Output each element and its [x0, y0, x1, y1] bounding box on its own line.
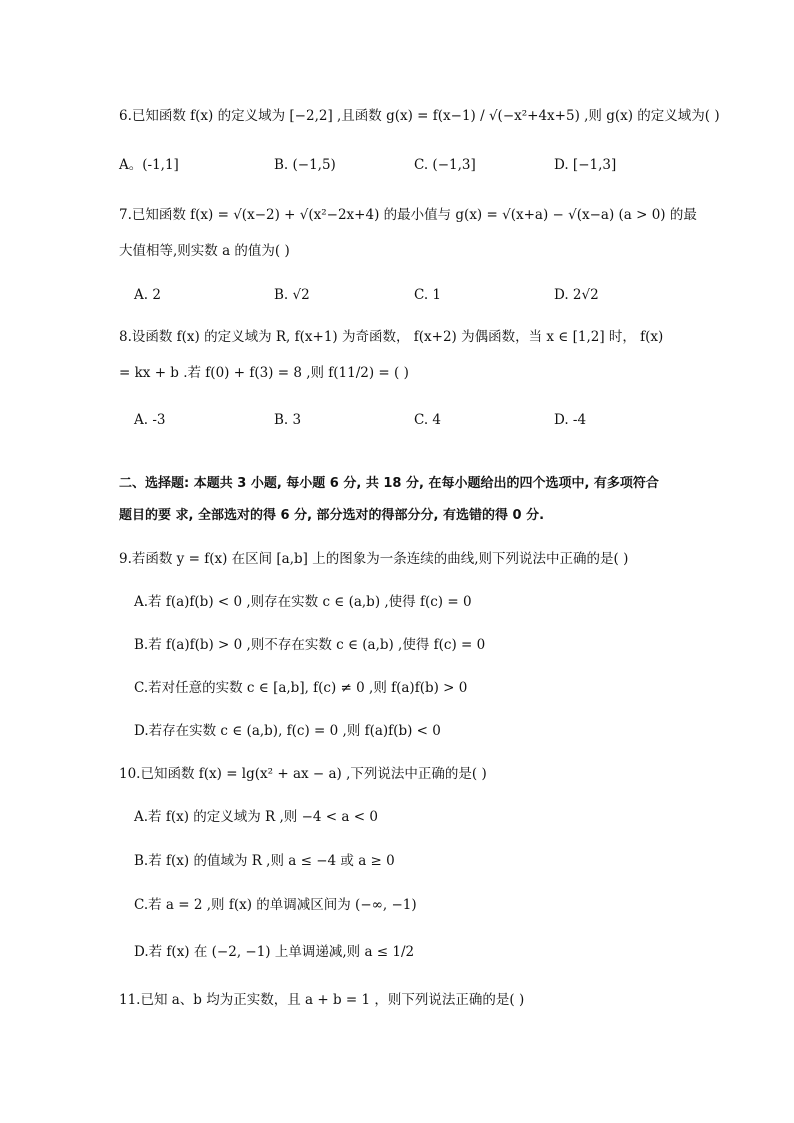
- question-10-stem: 10.已知函数 f(x) = lg(x² + ax − a) ,下列说法中正确的是( ): [119, 766, 487, 782]
- question-11-stem: 11.已知 a、b 均为正实数，且 a + b = 1 ，则下列说法正确的是( ): [119, 992, 525, 1008]
- question-8-option-c: C. 4: [414, 412, 442, 428]
- question-7-stem-line-2: 大值相等,则实数 a 的值为( ): [119, 243, 290, 259]
- question-9-stem: 9.若函数 y = f(x) 在区间 [a,b] 上的图象为一条连续的曲线,则下列说法中正确的是( ): [119, 551, 629, 567]
- question-10-option-d: D.若 f(x) 在 (−2, −1) 上单调递减,则 a ≤ 1/2: [134, 944, 415, 960]
- question-9-option-b: B.若 f(a)f(b) > 0 ,则不存在实数 c ∈ (a,b) ,使得 f(c) = 0: [134, 637, 486, 653]
- question-10-option-b: B.若 f(x) 的值域为 R ,则 a ≤ −4 或 a ≥ 0: [134, 853, 395, 869]
- question-6-option-b: B. (−1,5): [274, 157, 336, 173]
- question-7-option-b: B. √2: [274, 287, 310, 303]
- question-7-option-a: A. 2: [134, 287, 161, 303]
- question-10-option-c: C.若 a = 2 ,则 f(x) 的单调减区间为 (−∞, −1): [134, 897, 417, 913]
- question-9-option-a: A.若 f(a)f(b) < 0 ,则存在实数 c ∈ (a,b) ,使得 f(c) = 0: [134, 594, 472, 610]
- question-6-stem: 6.已知函数 f(x) 的定义域为 [−2,2] ,且函数 g(x) = f(x−1) / √(−x²+4x+5) ,则 g(x) 的定义域为( ): [119, 108, 720, 124]
- question-8-option-d: D. -4: [554, 412, 587, 428]
- question-9-option-d: D.若存在实数 c ∈ (a,b), f(c) = 0 ,则 f(a)f(b) < 0: [134, 723, 441, 739]
- question-6-option-c: C. (−1,3]: [414, 157, 476, 173]
- question-6-option-d: D. [−1,3]: [554, 157, 617, 173]
- question-7-option-d: D. 2√2: [554, 287, 599, 303]
- section-2-heading-line-1: 二、选择题: 本题共 3 小题, 每小题 6 分, 共 18 分, 在每小题给出的四个选项中, 有多项符合: [119, 476, 659, 491]
- question-10-option-a: A.若 f(x) 的定义域为 R ,则 −4 < a < 0: [134, 809, 378, 825]
- question-6-option-a: A。(-1,1]: [119, 157, 179, 173]
- question-8-option-a: A. -3: [134, 412, 166, 428]
- question-9-option-c: C.若对任意的实数 c ∈ [a,b], f(c) ≠ 0 ,则 f(a)f(b) > 0: [134, 680, 468, 696]
- section-2-heading-line-2: 题目的要 求, 全部选对的得 6 分, 部分选对的得部分分, 有选错的得 0 分.: [119, 508, 545, 523]
- question-8-stem-line-2: = kx + b .若 f(0) + f(3) = 8 ,则 f(11/2) = ( ): [119, 365, 409, 381]
- question-7-option-c: C. 1: [414, 287, 442, 303]
- question-8-stem-line-1: 8.设函数 f(x) 的定义域为 R, f(x+1) 为奇函数， f(x+2) 为偶函数，当 x ∈ [1,2] 时， f(x): [119, 329, 664, 345]
- question-8-option-b: B. 3: [274, 412, 302, 428]
- question-7-stem-line-1: 7.已知函数 f(x) = √(x−2) + √(x²−2x+4) 的最小值与 g(x) = √(x+a) − √(x−a) (a > 0) 的最: [119, 207, 697, 223]
